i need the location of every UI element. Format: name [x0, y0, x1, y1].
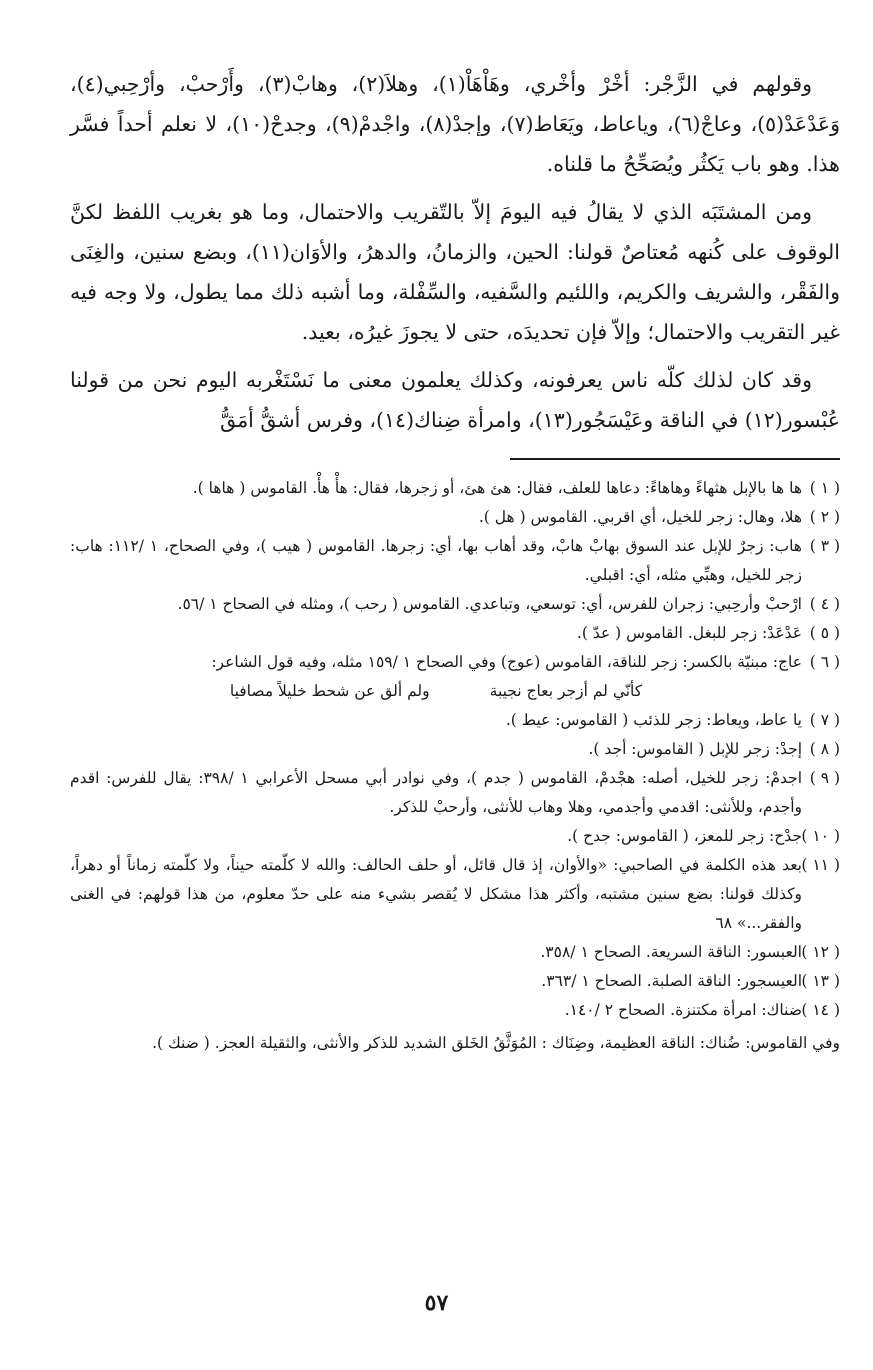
extra-note: وفي القاموس: ضُناك: الناقة العظيمة، وضِنَاك : المُوَثَّقُ الخَلق الشديد للذكر والأنثى، والثقيلة العجز. ( ضنك ). [152, 1034, 840, 1052]
footnote-4 [70, 590, 840, 619]
main-text [70, 64, 840, 440]
footnote-text: ضناك: امرأة مكتنزة. الصحاح ٢ /١٤٠. [564, 1001, 802, 1019]
footnotes [70, 474, 840, 1058]
footnote-1 [70, 474, 840, 503]
footnote-number: ( ١٣ ) [801, 972, 840, 990]
footnote-number: ( ٧ ) [809, 711, 840, 729]
footnote-10 [70, 822, 840, 851]
paragraph-3: وقد كان لذلك كلّه ناس يعرفونه، وكذلك يعلمون معنى ما نَسْتَغْربه اليوم نحن من قولنا عُبْسور(١٢) في الناقة وعَيْسَجُور(١٣)، وامرأة ضِناك(١٤)، وفرس أشقُّ أمَقُّ [70, 368, 840, 432]
footnote-text: العيسجور: الناقة الصلبة. الصحاح ١ /٣٦٣. [541, 972, 802, 990]
footnote-text: هلا، وهال: زجر للخيل، أي اقربي. القاموس ( هل ). [478, 508, 802, 526]
footnote-text: العبسور: الناقة السريعة. الصحاح ١ /٣٥٨. [540, 943, 802, 961]
footnote-number: ( ٨ ) [809, 740, 840, 758]
footnote-number: ( ٤ ) [809, 595, 840, 613]
page-number: ٥٧ [424, 1290, 449, 1316]
footnote-8 [70, 735, 840, 764]
footnote-number: ( ١٢ ) [801, 943, 840, 961]
footnote-separator [510, 458, 840, 460]
poetry-verse [70, 677, 840, 706]
footnote-number: ( ٦ ) [809, 653, 840, 671]
footnote-6 [70, 648, 840, 677]
footnote-5 [70, 619, 840, 648]
footnote-text: جدْح: زجر للمعز، ( القاموس: جدح ). [567, 827, 802, 845]
footnote-3 [70, 532, 840, 590]
footnote-number: ( ١١ ) [801, 856, 840, 874]
paragraph-1: وقولهم في الزَّجْر: أخْرْ وأخْري، وهَاْهَاْ(١)، وهلاَ(٢)، وهابْ(٣)، وأَرْحبْ، وأرْحِبي(٤)، وَعَدْعَدْ(٥)، وعاجْ(٦)، وياعاط، ويَعَاط(٧)، وإجدْ(٨)، واجْدمْ(٩)، وجدحْ(١٠)، لا نعلم أحداً فسَّر هذا. وهو باب يَكثُر ويُصَحِّحُ ما قلناه. [70, 72, 840, 176]
footnote-number: ( ١٤ ) [801, 1001, 840, 1019]
footnote-12 [70, 938, 840, 967]
footnote-number: ( ٩ ) [809, 769, 840, 787]
footnote-number: ( ١ ) [809, 479, 840, 497]
verse-second-hemistich: ولم ألق عن شحط خليلاً مصافيا [229, 682, 430, 700]
footnote-11 [70, 851, 840, 938]
footnote-text: ارْحبْ وأرحِبي: زجران للفرس، أي: توسعي، وتباعدي. القاموس ( رحب )، ومثله في الصحاح ١ /٥٦. [177, 595, 802, 613]
footnote-text: هاب: زجرٌ للإبل عند السوق بهابْ هابْ، وقد أهاب بها، أي: زجرها. القاموس ( هيب )، وفي الصحاح، ١ /١١٢: هاب: زجر للخيل، وهبِّي مثله، أي: اقبلي. [70, 537, 802, 584]
footnote-2 [70, 503, 840, 532]
footnote-number: ( ٥ ) [809, 624, 840, 642]
footnote-9 [70, 764, 840, 822]
footnote-7 [70, 706, 840, 735]
footnote-text: إجدْ: زجر للإبل ( القاموس: أجد ). [588, 740, 802, 758]
footnote-text: بعد هذه الكلمة في الصاحبي: «والأوان، إذ قال قائل، أو حلف الحالف: والله لا كلّمته حيناً، ولا كلّمته زماناً أو دهراً، وكذلك قولنا: بضع سنين مشتبه، وأكثر هذا مشكل لا يُقصر بشيء منه على حدّ معلوم، من هذا قولهم: في الغنى والفقر...» ٦٨ [70, 856, 802, 932]
footnote-text: ها ها بالإبل هثهاءً وهاهاءً: دعاها للعلف، فقال: هئ هئ، أو زجرها، فقال: هأْ هأْ. القاموس ( هاها ). [192, 479, 802, 497]
footnote-text: عَدْعَدْ: زجر للبغل. القاموس ( عدّ ). [576, 624, 802, 642]
paragraph-2: ومن المشتَبَه الذي لا يقالُ فيه اليومَ إلاّ بالتّقريب والاحتمال، وما هو بغريب اللفظ لكنَّ الوقوف على كُنهه مُعتاصٌ قولنا: الحين، والزمانُ، والدهرُ، والأوَان(١١)، وبضع سنين، والغِنَى والفَقْر، والشريف والكريم، واللئيم والسَّفيه، والسِّفْلة، وما أشبه ذلك مما يطول، ولا وجه فيه غير التقريب والاحتمال؛ وإلاّ فإن تحديدَه، حتى لا يجوزَ غيرُه، بعيد. [70, 200, 840, 344]
footnote-14 [70, 996, 840, 1025]
footnote-number: ( ١٠ ) [801, 827, 840, 845]
footnote-text: عاج: مبنيّة بالكسر: زجر للناقة، القاموس (عوج) وفي الصحاح ١ /١٥٩ مثله، وفيه قول الشاعر: [211, 653, 802, 671]
footnote-number: ( ٢ ) [809, 508, 840, 526]
footnote-13 [70, 967, 840, 996]
footnote-text: يا عاط، ويعاط: زجر للذئب ( القاموس: عيط ). [505, 711, 802, 729]
page-content [70, 64, 840, 1058]
verse-first-hemistich: كأنّي لم أزجر بعاج نجيبة [489, 682, 643, 700]
footnote-text: اجدمْ: زجر للخيل، أصله: هجْدمْ، القاموس ( جدم )، وفي نوادر أبي مسحل الأعرابي ١ /٣٩٨: يقال للفرس: اقدم وأجدم، وللأنثى: اقدمي وأجدمي، وهلا وهاب للأنثى، وأرحبْ للذكر. [70, 769, 802, 816]
footnote-number: ( ٣ ) [809, 537, 840, 555]
